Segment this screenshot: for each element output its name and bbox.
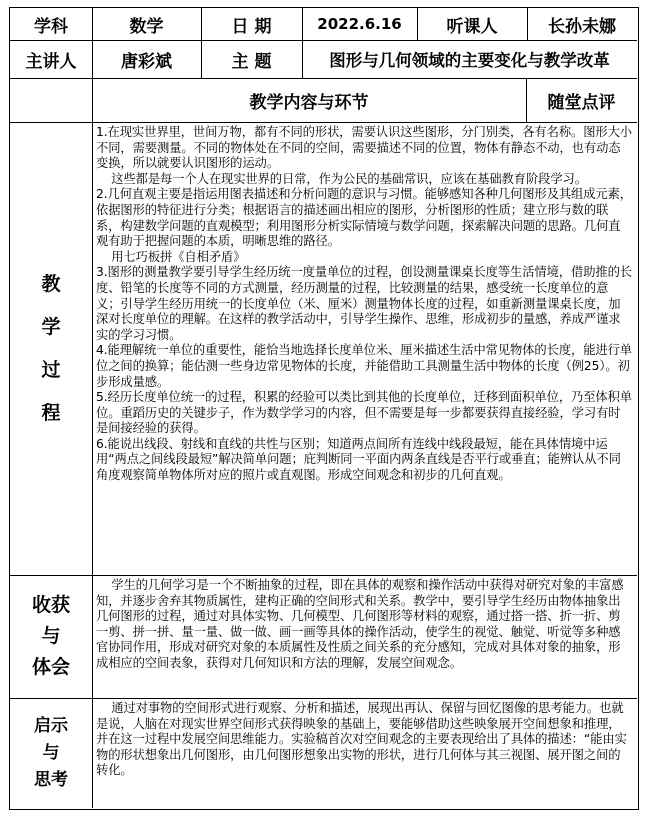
gains-label: 收获 与 体会 [31,594,70,678]
subject-label: 学科 [34,16,68,37]
listener-value: 长孙未娜 [548,16,616,37]
topic-label: 主 题 [231,51,272,72]
topic-value: 图形与几何领域的主要变化与教学改革 [329,51,610,70]
process-label: 教 学 过 程 [41,272,61,424]
speaker-value: 唐彩斌 [121,51,172,72]
speaker-label: 主讲人 [25,51,77,72]
date-label: 日 期 [231,16,272,37]
insight-text: 通过对事物的空间形式进行观察、分析和描述，展现出再认、保留与回忆图像的思考能力。也就是说，人脑在对现实世界空间形式获得映象的基础上，要能够借助这些映象展开空间想象和推理，并在这一过程中发展空间思维能力。实验稿首次对空间观念的主要表现给出了具体的描述：“能由实物的形状想象出几何图形，由几何图形想象出实物的形状，进行几何体与其三视图、展开图之间的转化。 [96,701,627,778]
process-text: 1.在现实世界里，世间万物，都有不同的形状，需要认识这些图形，分门别类，各有名称。图形大小不同，需要测量。不同的物体处在不同的空间，需要描述不同的位置，物体有静态不动，也有动态变换，所以就要认识图形的运动。 这些都是每一个人在现实世界的日常，作为公民的基础常识，应该在基础教育阶段学习。 2.几何直观主要是指运用图表描述和分析问题的意识与习惯。能够感知各种几何图形及其组成元素，依据图形的特征进行分类；根据语言的描述画出相应的图形，分析图形的性质；建立形与数的联系，构建数学问题的直观模型；利用图形分析实际情境与数学问题，探索解决问题的思路。几何直观有助于把握问题的本质，明晰思维的路径。 用七巧板拼《自相矛盾》 3.图形的测量教学要引导学生经历统一度量单位的过程，创设测量课桌长度等生活情境，借助推的长度、铅笔的长度等不同的方式测量，经历测量的过程，比较测量的结果，感受统一长度单位的意义；引导学生经历用统一的长度单位（米、厘米）测量物体长度的过程，如重新测量课桌长度，加深对长度单位的理解。在这样的教学活动中，引导学生操作、思维，形成初步的量感，养成严谨求实的学习习惯。 4.能理解统一单位的重要性，能恰当地选择长度单位米、厘米描述生活中常见物体的长度，能进行单位之间的换算；能估测一些身边常见物体的长度，并能借助工具测量生活中物体的长度（例25）。初步形成量感。 5.经历长度单位统一的过程，积累的经验可以类比到其他的长度单位，迁移到面积单位，乃至体积单位。重蹈历史的关键步子，作为数学学习的内容，但不需要是每一步都要获得直接经验，学习有时是间接经验的获得。 6.能说出线段、射线和直线的共性与区别；知道两点间所有连线中线段最短，能在具体情境中运用“两点之间线段最短”解决简单问题；庇判断同一平面内两条直线是否平行或垂直；能辨认从不同角度观察简单物体所对应的照片或直观图。形成空间观念和初步的几何直观。 [96,125,632,483]
date-value: 2022.6.16 [317,15,402,33]
lesson-observation-table [9,7,639,810]
gains-text: 学生的几何学习是一个不断抽象的过程，即在具体的观察和操作活动中获得对研究对象的丰富感知，并逐步舍弃其物质属性，建构正确的空间形式和关系。教学中，要引导学生经历由物体抽象出几何图形的过程，通过对具体实物、几何模型、几何图形等材料的观察，通过搭一搭、折一折、剪一剪、拼一拼、量一量、做一做、画一画等具体的操作活动，使学生的视觉、触觉、听觉等多种感官协同作用，形成对研究对象的本质属性及性质之间关系的充分感知，完成对具体对象的抽象，形成相应的空间表象，获得对几何知识和方法的理解，发展空间观念。 [96,578,624,670]
subject-value: 数学 [129,16,164,37]
content-header: 教学内容与环节 [249,92,369,113]
comments-header: 随堂点评 [547,92,616,113]
insight-label: 启示 与 思考 [34,715,68,790]
listener-label: 听课人 [446,16,498,37]
